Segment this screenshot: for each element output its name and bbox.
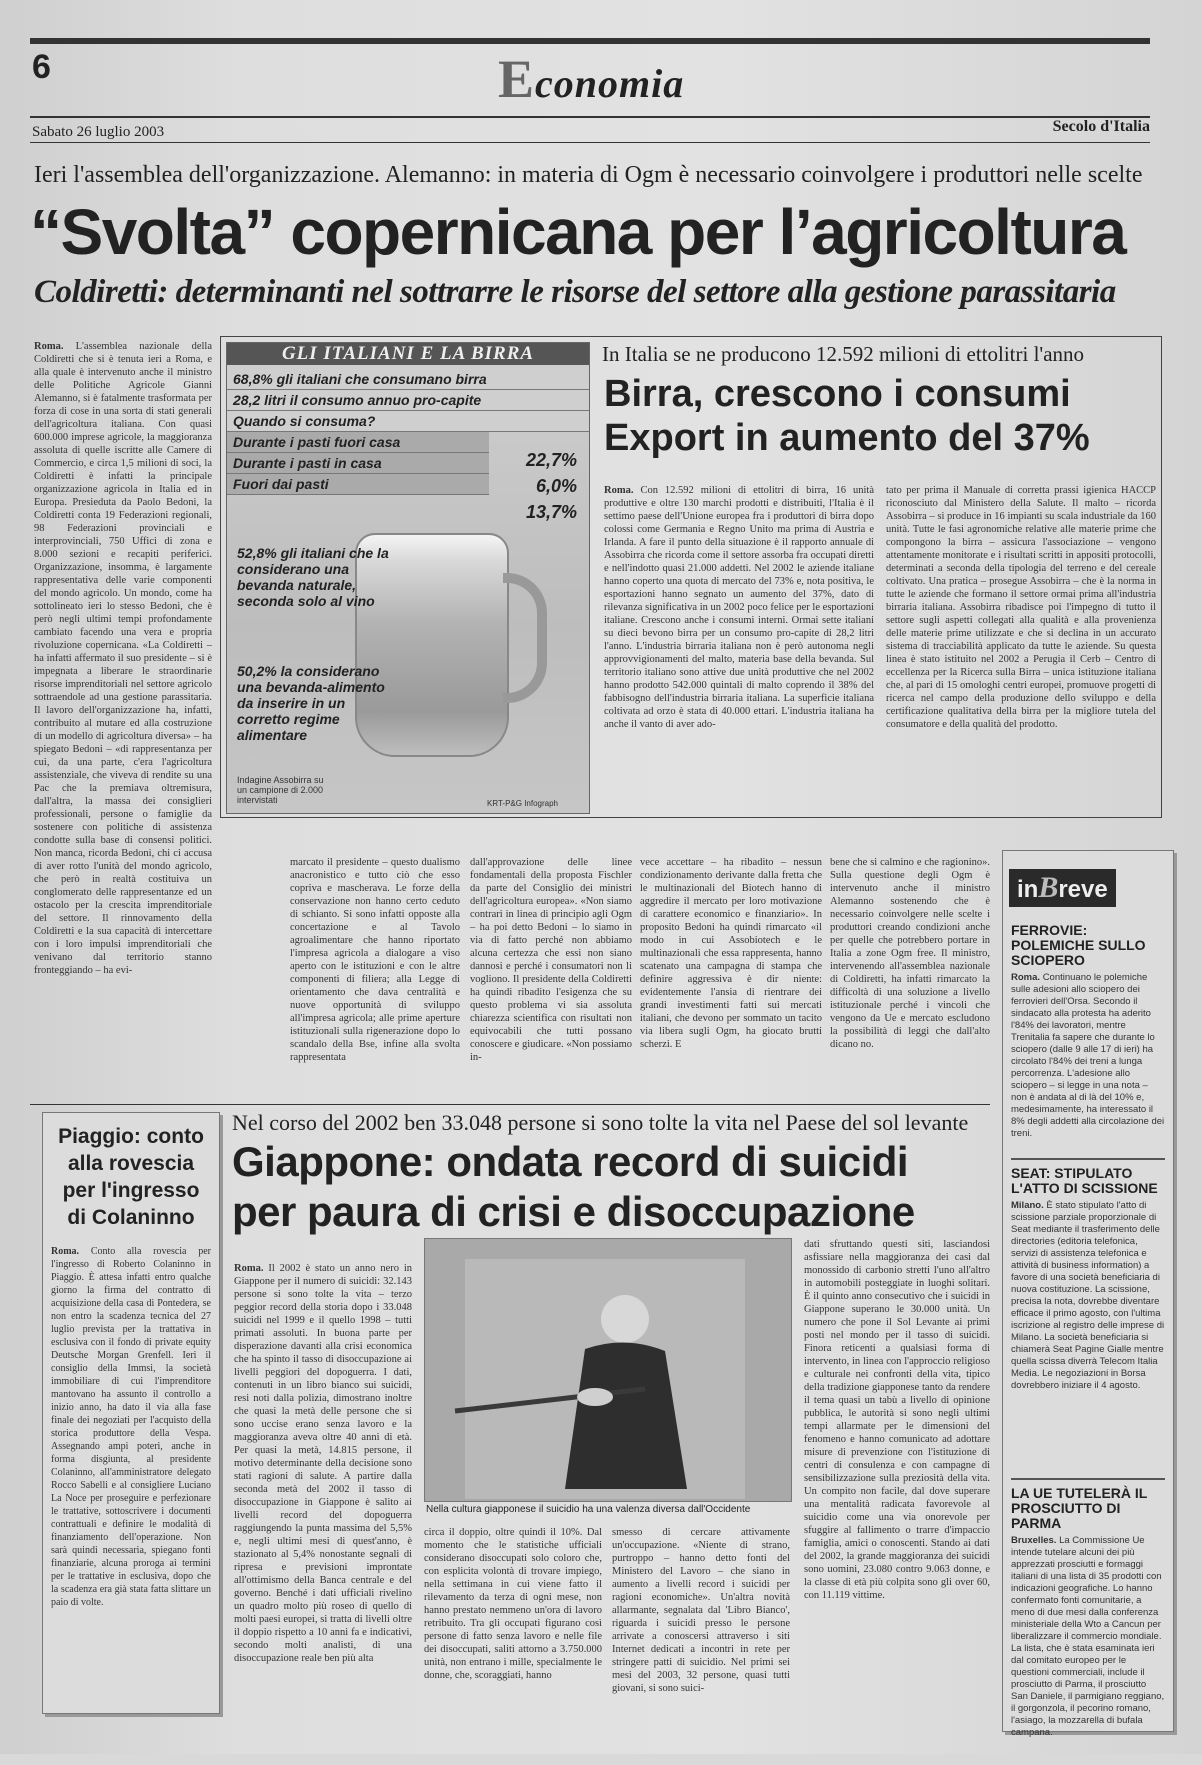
breve-item-headline: FERROVIE: POLEMICHE SULLO SCIOPERO: [1011, 922, 1146, 968]
lead-body-text-1: L'assemblea nazionale della Coldiretti che si è tenuta ieri a Roma, e alla quale è intervenuto anche il ministro delle Politiche Agricole Gianni Alemanno, si è fatalmente trasformata per forza di cose in una sorta di stati generali dell'agricoltura italiana. Con quasi 600.000 imprese agricole, la maggioranza assoluta di quelle iscritte alle Camere di Commercio, e circa 1,5 milioni di soci, la Coldiretti è infatti la principale organizzazione agricola in Italia ed in Europa. Presieduta da Paolo Bedoni, la Coldiretti conta 19 Federazioni regionali, 98 Federazioni provinciali e interprovinciali, 750 Uffici di zona e 8.000 sezioni e recapiti periferici. Organizzazione, insomma, è largamente rappresentativa delle varie componenti del mondo agricolo. Un mondo, come ha sottolineato ieri lo stesso Bedoni, che è però negli ultimi tempi profondamente cambiato facendo una vera e propria rivoluzione copernicana. «La Coldiretti – ha infatti affermato il suo presidente – si è impegnata a liberare le straordinarie risorse imprenditoriali nel settore agricolo sottraendole ad una gestione parassitaria. Il lavoro dell'organizzazione ha, infatti, contribuito al mutare ed alla costruzione di un modello di agricoltura diversa» – ha spiegato Bedoni – «di rappresentanza per cui, da una parte, c'era l'agricoltura assistenziale, che viveva di rendite su una Pac che la premiava oltremisura, dall'altra, la massa dei consiglieri professionali, persone o famiglie da sostenere con politiche di assistenza condotte sulla base di consensi politici. Non manca, ricorda Bedoni, chi ci accusa di aver rotto l'unità del mondo agricolo, che però in realtà costituiva un conglomerato delle rappresentanze ed un ostacolo per la crescita imprenditoriale del settore. Il rinnovamento della Coldiretti e la sua capacità di intercettare con i loro impulsi imprenditoriali che venivano dal territorio stanno fronteggiando – ha evi-: [34, 341, 213, 976]
beer-stat-row: [227, 390, 589, 411]
beer-stat-label: Quando si consuma?: [233, 413, 376, 429]
breve-item-dateline: Roma.: [1011, 972, 1041, 983]
section-divider: [30, 1104, 990, 1105]
header-rule: [30, 116, 1150, 118]
beer-body-col2: tato per prima il Manuale di corretta prassi igienica HACCP riconosciuto dal Ministero della Salute. Il malto – ricorda Assobirra – si produce in 16 impianti su scala industriale da 160 unità. Tutte le fasi agronomiche relative alle materie prime che compongono la birra – assicura l'associazione – vengono attentamente monitorate e i risultati scritti in appositi protocolli, determinati a seconda della tipologia del terreno e del cereale coltivato. Una pratica – prosegue Assobirra – che è la norma in tutte le aziende che formano il settore ormai prima all'industria birraria italiana. Assobirra ribadisce poi l'impegno di tutto il settore sugli aspetti collegati alla qualità e alla provenienza delle materie prime utilizzate e che si declina in un accurato sistema di tracciabilità applicato da tutte le aziende. Su questa linea è stato istituito nel 2002 a Perugia il Cerb – Centro di eccellenza per la Ricerca sulla Birra – unica istituzione italiana che, al pari di 15 omologhi centri europei, promuove progetti di ricerca nel campo della produzione dello sviluppo e della certificazione qualitativa della birra per la migliore tutela del consumatore e della qualità del prodotto.: [886, 485, 1156, 730]
beer-stat-label: 68,8% gli italiani che consumano birra: [233, 371, 487, 387]
beer-stat-value: 6,0%: [535, 476, 577, 496]
beer-infographic: [226, 342, 590, 814]
section-initial: E: [498, 49, 536, 109]
breve-item-text: È stato stipulato l'atto di scissione parziale proporzionale di Seat mediante il trasferimento delle directories (editoria telefonica, servizi di assistenza telefonica e attività di business information) a favore di una società beneficiaria di nuova costituzione. La scissione, precisa la nota, dovrebbe diventare efficace il primo agosto, con l'ultima iscrizione al registro delle imprese di Milano. La società beneficiaria si chiamerà Seat Pagine Gialle mentre quella scissa diverrà Telecom Italia Media. Le negoziazioni in Borsa dovrebbero iniziare il 4 agosto.: [1011, 1200, 1165, 1391]
in-breve-logo-rest: reve: [1058, 876, 1108, 903]
beer-body-text-1: Con 12.592 milioni di ettolitri di birra, 16 unità produttive e oltre 130 marchi prodotti e distribuiti, l'Italia è il settimo paese dell'Unione europea fra i produttori di birra dopo colossi come Germania e Regno Unito ma prima di Austria e Irlanda. A fare il punto della situazione è il rapporto annuale di Assobirra che ricorda come il settore assorba fra occupati diretti e nell'indotto quasi 21.000 addetti. Nel 2002 le aziende italiane hanno coperto una quota di mercato del 73% e, nota positiva, le esportazioni hanno segnato un aumento del 37%, dato di rilevanza significativa in un 2002 poco felice per le esportazioni italiane. Crescono anche i consumi interni. Ormai sette italiani su dieci bevono birra per un consumo pro-capite di 28,2 litri l'anno. L'industria birraria italiana non è però autonoma negli approvvigionamenti del malto, materia base della bevanda. Sul territorio italiano sono attive due unità produttive che nel 2002 hanno prodotto 542.000 quintali di malto coprendo il 38% del fabbisogno dell'industria birraria italiana. La superficie italiana coltivata ad orzo è stata di 40.000 ettari. L'industria italiana ha anche il vanto di aver ado-: [604, 485, 875, 730]
samurai-figure-icon: [425, 1239, 791, 1501]
beer-body-col1: [604, 484, 874, 810]
beer-stat-label: Fuori dai pasti: [233, 476, 329, 492]
breve-item-dateline: Milano.: [1011, 1200, 1044, 1211]
lead-body-col1: [34, 340, 213, 976]
beer-infographic-title: GLI ITALIANI E LA BIRRA: [227, 343, 589, 365]
piaggio-dateline: Roma.: [51, 1246, 80, 1257]
photo-caption: Nella cultura giapponese il suicidio ha una valenza diversa dall'Occidente: [426, 1504, 751, 1515]
japan-body-text-1: Il 2002 è stato un anno nero in Giappone per il numero di suicidi: 32.143 persone si sono tolte la vita – terzo peggior record della storia dopo i 33.048 suicidi nel 1999 e il quello 1998 – tutti primati assoluti. In buona parte per disperazione davanti alla crisi economica che ha spinto il tasso di disoccupazione ai livelli peggiori del dopoguerra. I dati, contenuti in un libro bianco sui suicidi, resi noti dalla polizia, dimostrano inoltre che quasi la metà delle persone che si sono uccise erano senza lavoro e la maggioranza aveva oltre 40 anni di età. Per quasi la metà, 14.815 persone, il motivo determinante della decisione sono stati ragioni di salute. A partire dalla seconda metà del 2002 il tasso di disoccupazione in Giappone è salito ai livelli record del dopoguerra raggiungendo la punta massima del 5,5% e, negli ultimi mesi di quest'anno, è stazionato al 5,4% nonostante segnali di ripresa e previsioni improntate all'ottimismo della Banca centrale e del governo. Benché i dati ufficiali rivelino un quadro molto più roseo di quello di molti paesi europei, si tratta di livelli oltre il doppio rispetto a 10 anni fa e indicativi, secondo molti analisti, di una disoccupazione reale ben più alta: [234, 1263, 413, 1664]
beer-kicker: In Italia se ne producono 12.592 milioni di ettolitri l'anno: [602, 342, 1085, 366]
japan-headline-2: per paura di crisi e disoccupazione: [232, 1188, 915, 1235]
japan-dateline: Roma.: [234, 1263, 264, 1274]
beer-body-dateline: Roma.: [604, 485, 634, 496]
lead-body-col4: vece accettare – ha ribadito – nessun condizionamento derivante dalla fretta che le multinazionali del Biotech hanno di aggredire il mercato per loro motivazione di carattere economico e finanziario». In proposito Bedoni ha quindi rimarcato «il modo in cui Assobiotech e le multinazionali che essa rappresenta, hanno scatenato una campagna di stampa che definire aggressiva è dir niente: evidentemente l'ansia di rientrare dei grandi investimenti fatti sui mercati italiani, che devono per sommato un tacito via libera sugli Ogm, ha giocato brutti scherzi. E: [640, 857, 822, 1050]
breve-item-text: Continuano le polemiche sulle adesioni allo sciopero dei ferrovieri dell'Orsa. Secondo il sindacato alla protesta ha aderito l'84% dei lavoratori, mentre Trenitalia fa sapere che durante lo sciopero (dalle 9 alle 17 di ieri) ha circolato l'84% dei treni a lunga percorrenza. L'adesione allo sciopero – si legge in una nota – non è andata al di là del 10% e, medesimamente, ha interessato il 8% degli addetti alla circolazione dei treni.: [1011, 972, 1165, 1139]
lead-headline: “Svolta” copernicana per l’agricoltura: [30, 196, 1126, 268]
header-rule-bottom: [30, 142, 1150, 143]
beer-stat-label: 28,2 litri il consumo annuo pro-capite: [233, 392, 482, 408]
japan-body-col1: [234, 1262, 412, 1712]
beer-note-1: 52,8% gli italiani che la considerano una bevanda naturale, seconda solo al vino: [237, 545, 389, 609]
section-title: [498, 48, 684, 110]
piaggio-text: Conto alla rovescia per l'ingresso di Roberto Colaninno in Piaggio. È attesa infatti entro qualche giorno la firma del contratto di acquisizione della casa di Pontedera, se non entro la scadenza tecnica del 27 luglio prevista per la trattativa in esclusiva con il fondo di private equity Deutsche Morgan Grenfell. Ieri il consiglio della Immsi, la società immobiliare di cui l'imprenditore mantovano ha assunto il controllo a inizio anno, ha dato il via alla fase finale dei negoziati per l'acquisto della storica produttore della Vespa. Assegnando ampi poteri, anche in forma disgiunta, al presidente Colaninno, all'amministratore delegato Rocco Sabelli e al consigliere Luciano La Noce per proseguire e perfezionare le trattative, sottoscrivere i documenti contrattuali e definire le modalità di finanziamento dell'operazione. Non sarà quindi necessaria, spiegano fonti finanziarie, alcuna proroga ai termini per le trattative in esclusiva, dopo che la scadenza era già stata fatta slittare un paio di volte.: [51, 1246, 212, 1608]
beer-stat-row: [227, 453, 489, 474]
in-breve-sidebar: [1002, 850, 1174, 1738]
beer-stat-value: 13,7%: [525, 502, 577, 522]
piaggio-headline: Piaggio: conto alla rovescia per l'ingresso di Colaninno: [58, 1125, 204, 1229]
beer-headline-1: Birra, crescono i consumi: [604, 373, 1071, 415]
beer-stat-label: Durante i pasti in casa: [233, 455, 382, 471]
breve-item-body: [1011, 1200, 1165, 1470]
lead-body-col5: bene che si calmino e che ragionino». Sulla questione degli Ogm è intervenuto anche il ministro Alemanno sostenendo che è necessario coinvolgere nelle scelte i produttori creando condizioni anche per quelle che potrebbero portare in Italia a zone Ogm free. Il ministro, intervenendo all'assemblea nazionale di Coldiretti, ha infatti rimarcato la difficoltà di una soluzione a livello istituzionale perché i vincoli che vengono da Ue e mercato escludono la possibilità di leggi che dall'alto dicano no.: [830, 857, 990, 1050]
breve-item-headline: SEAT: STIPULATO L'ATTO DI SCISSIONE: [1011, 1165, 1158, 1196]
breve-item-body: [1011, 1535, 1165, 1765]
japan-body-col4: dati sfruttando questi siti, lasciandosi asfissiare nella maggioranza dei casi dal monossido di carbonio stretti l'uno all'altro in automobili posteggiate in luoghi solitari. È il quinto anno consecutivo che i suicidi in Giappone superano le 30.000 unità. Un numero che pone il Sol Levante ai primi posti nel mondo per il tasso di suicidi. Finora reticenti a qualsiasi forma di intervento, in linea con l'approccio religioso e culturale nei confronti della vita, tipico della tradizione giapponese tanto da rendere il tema quasi un tabù a livello di opinione pubblica, le autorità si sono negli ultimi tempi allarmate per le dimensioni del fenomeno e hanno comunicato ad adottare misure di prevenzione con l'istituzione di centri di consulenza e con campagne di sensibilizzazione sulla preziosità della vita. Un compito non facile, dal dove superare una mentalità radicata favorevole al suicidio come una via onorevole per sfuggire al fallimento o trarre d'impaccio famiglia, amici o conoscenti. Stando ai dati del 2002, la grande maggioranza dei suicidi sono uomini, 23.080 contro 9.063 donne, e la classe di età più colpita sono gli over 60, con 11.119 vittime.: [804, 1239, 990, 1601]
beer-headline-2: Export in aumento del 37%: [604, 417, 1090, 459]
masthead: Secolo d'Italia: [1052, 118, 1150, 135]
japan-body-col3: smesso di cercare attivamente un'occupazione. «Niente di strano, purtroppo – hanno detto fonti del Ministero del Lavoro – che siano in aumento a livelli record i suicidi per ragioni economiche». Un'altra novità allarmante, segnalata dal 'Libro Bianco', riguarda i suicidi presso le persone arrivate a conoscersi attraverso i siti Internet dedicati a incontri in rete per stringere patti di suicidio. Nel primi sei mesi del 2003, 32 persone, quasi tutti giovani, si sono suici-: [612, 1527, 790, 1694]
beer-stat-value: 22,7%: [525, 450, 577, 470]
beer-stat-label: Durante i pasti fuori casa: [233, 434, 401, 450]
beer-source: Indagine Assobirra su un campione di 2.000 intervistati: [237, 775, 324, 805]
beer-stat-values: [497, 447, 577, 525]
beer-stat-row: [227, 432, 489, 453]
lead-kicker: Ieri l'assemblea dell'organizzazione. Alemanno: in materia di Ogm è necessario coinvolgere i produttori nelle scelte: [34, 162, 1143, 188]
lead-subhead: Coldiretti: determinanti nel sottrarre le risorse del settore alla gestione parassitaria: [34, 274, 1116, 310]
breve-item-headline: LA UE TUTELERÀ IL PROSCIUTTO DI PARMA: [1011, 1485, 1148, 1531]
japan-kicker: Nel corso del 2002 ben 33.048 persone si sono tolte la vita nel Paese del sol levante: [232, 1110, 969, 1135]
page-number: 6: [32, 48, 51, 86]
in-breve-logo: [1009, 869, 1116, 907]
japan-headline-1: Giappone: ondata record di suicidi: [232, 1138, 909, 1185]
in-breve-logo-in: in: [1017, 876, 1039, 903]
in-breve-logo-b: B: [1038, 871, 1059, 904]
lead-body-col2: marcato il presidente – questo dualismo anacronistico e tutto ciò che esso copriva e mascherava. Le forze della conservazione non hanno certo ceduto di schianto. Si sono infatti opposte alla concertazione e al Tavolo agroalimentare che hanno riportato l'impresa agricola a dialogare a viso aperto con le istituzioni e con le altre componenti di filiera; alla Legge di orientamento che dava centralità e nuove opportunità di sviluppo all'impresa agricola; alle prime aperture istituzionali sulla rigenerazione dopo lo scandalo della Bse, infine alla svolta rappresentata: [290, 857, 460, 1063]
beer-credit: KRT-P&G Infograph: [487, 799, 558, 808]
japan-body-col2: circa il doppio, oltre quindi il 10%. Dal momento che le statistiche ufficiali considerano disoccupati solo coloro che, con esplicita volontà di trovare impiego, nella settimana in cui viene fatto il rilevamento da terza di ogni mese, non hanno prestato nemmeno un'ora di lavoro retribuito. Tra gli occupati figurano così persone di fatto senza lavoro e nelle file dei disoccupati, saliti attorno a 3.750.000 unità, non entrano i mille, specialmente le donne, che, scoraggiati, hanno: [424, 1527, 602, 1681]
beer-mug-handle: [503, 573, 547, 703]
piaggio-body: [51, 1245, 211, 1695]
breve-item-dateline: Bruxelles.: [1011, 1535, 1057, 1546]
piaggio-box: [42, 1112, 220, 1714]
beer-note-2: 50,2% la considerano una bevanda-alimento da inserire in un corretto regime alimentare: [237, 663, 385, 743]
section-title-rest: conomia: [535, 61, 685, 106]
top-rule: [30, 38, 1150, 44]
beer-stat-row: [227, 411, 589, 432]
breve-item-text: La Commissione Ue intende tutelare alcuni dei più apprezzati prosciutti e formaggi italiani di una lista di 35 prodotti con indicazioni geografiche. Lo hanno confermato fonti comunitarie, a meno di due mesi dalla conferenza ministeriale della Wto a Cancun per liberalizzare il commercio mondiale. La lista, che è stata esaminata ieri dal comitato europeo per le questioni commerciali, include il prosciutto di Parma, il prosciutto San Daniele, il parmigiano reggiano, il gorgonzola, il pecorino romano, l'asiago, la mozzarella di bufala campana.: [1011, 1535, 1165, 1738]
issue-date: Sabato 26 luglio 2003: [32, 124, 165, 140]
beer-stat-row: [227, 369, 589, 390]
lead-body-col3: dall'approvazione delle linee fondamentali della proposta Fischler da parte del Consiglio dei ministri dell'agricoltura europea». «Non siamo contrari in linea di principio agli Ogm – ha poi detto Bedoni – lo siamo in via di fatto perché non abbiamo alcuna certezza che essi non siano dannosi e perché i consumatori non li vogliono. Il presidente della Coldiretti ha quindi ribadito l'esigenza che su questo problema vi sia assoluta chiarezza scientifica con risultati non equivocabili che tutti possano conoscere e giudicare. «Non possiamo in-: [470, 857, 632, 1063]
samurai-photo: [424, 1238, 792, 1502]
beer-stat-row: [227, 474, 489, 495]
lead-body-dateline: Roma.: [34, 341, 64, 352]
breve-item-body: [1011, 972, 1165, 1150]
